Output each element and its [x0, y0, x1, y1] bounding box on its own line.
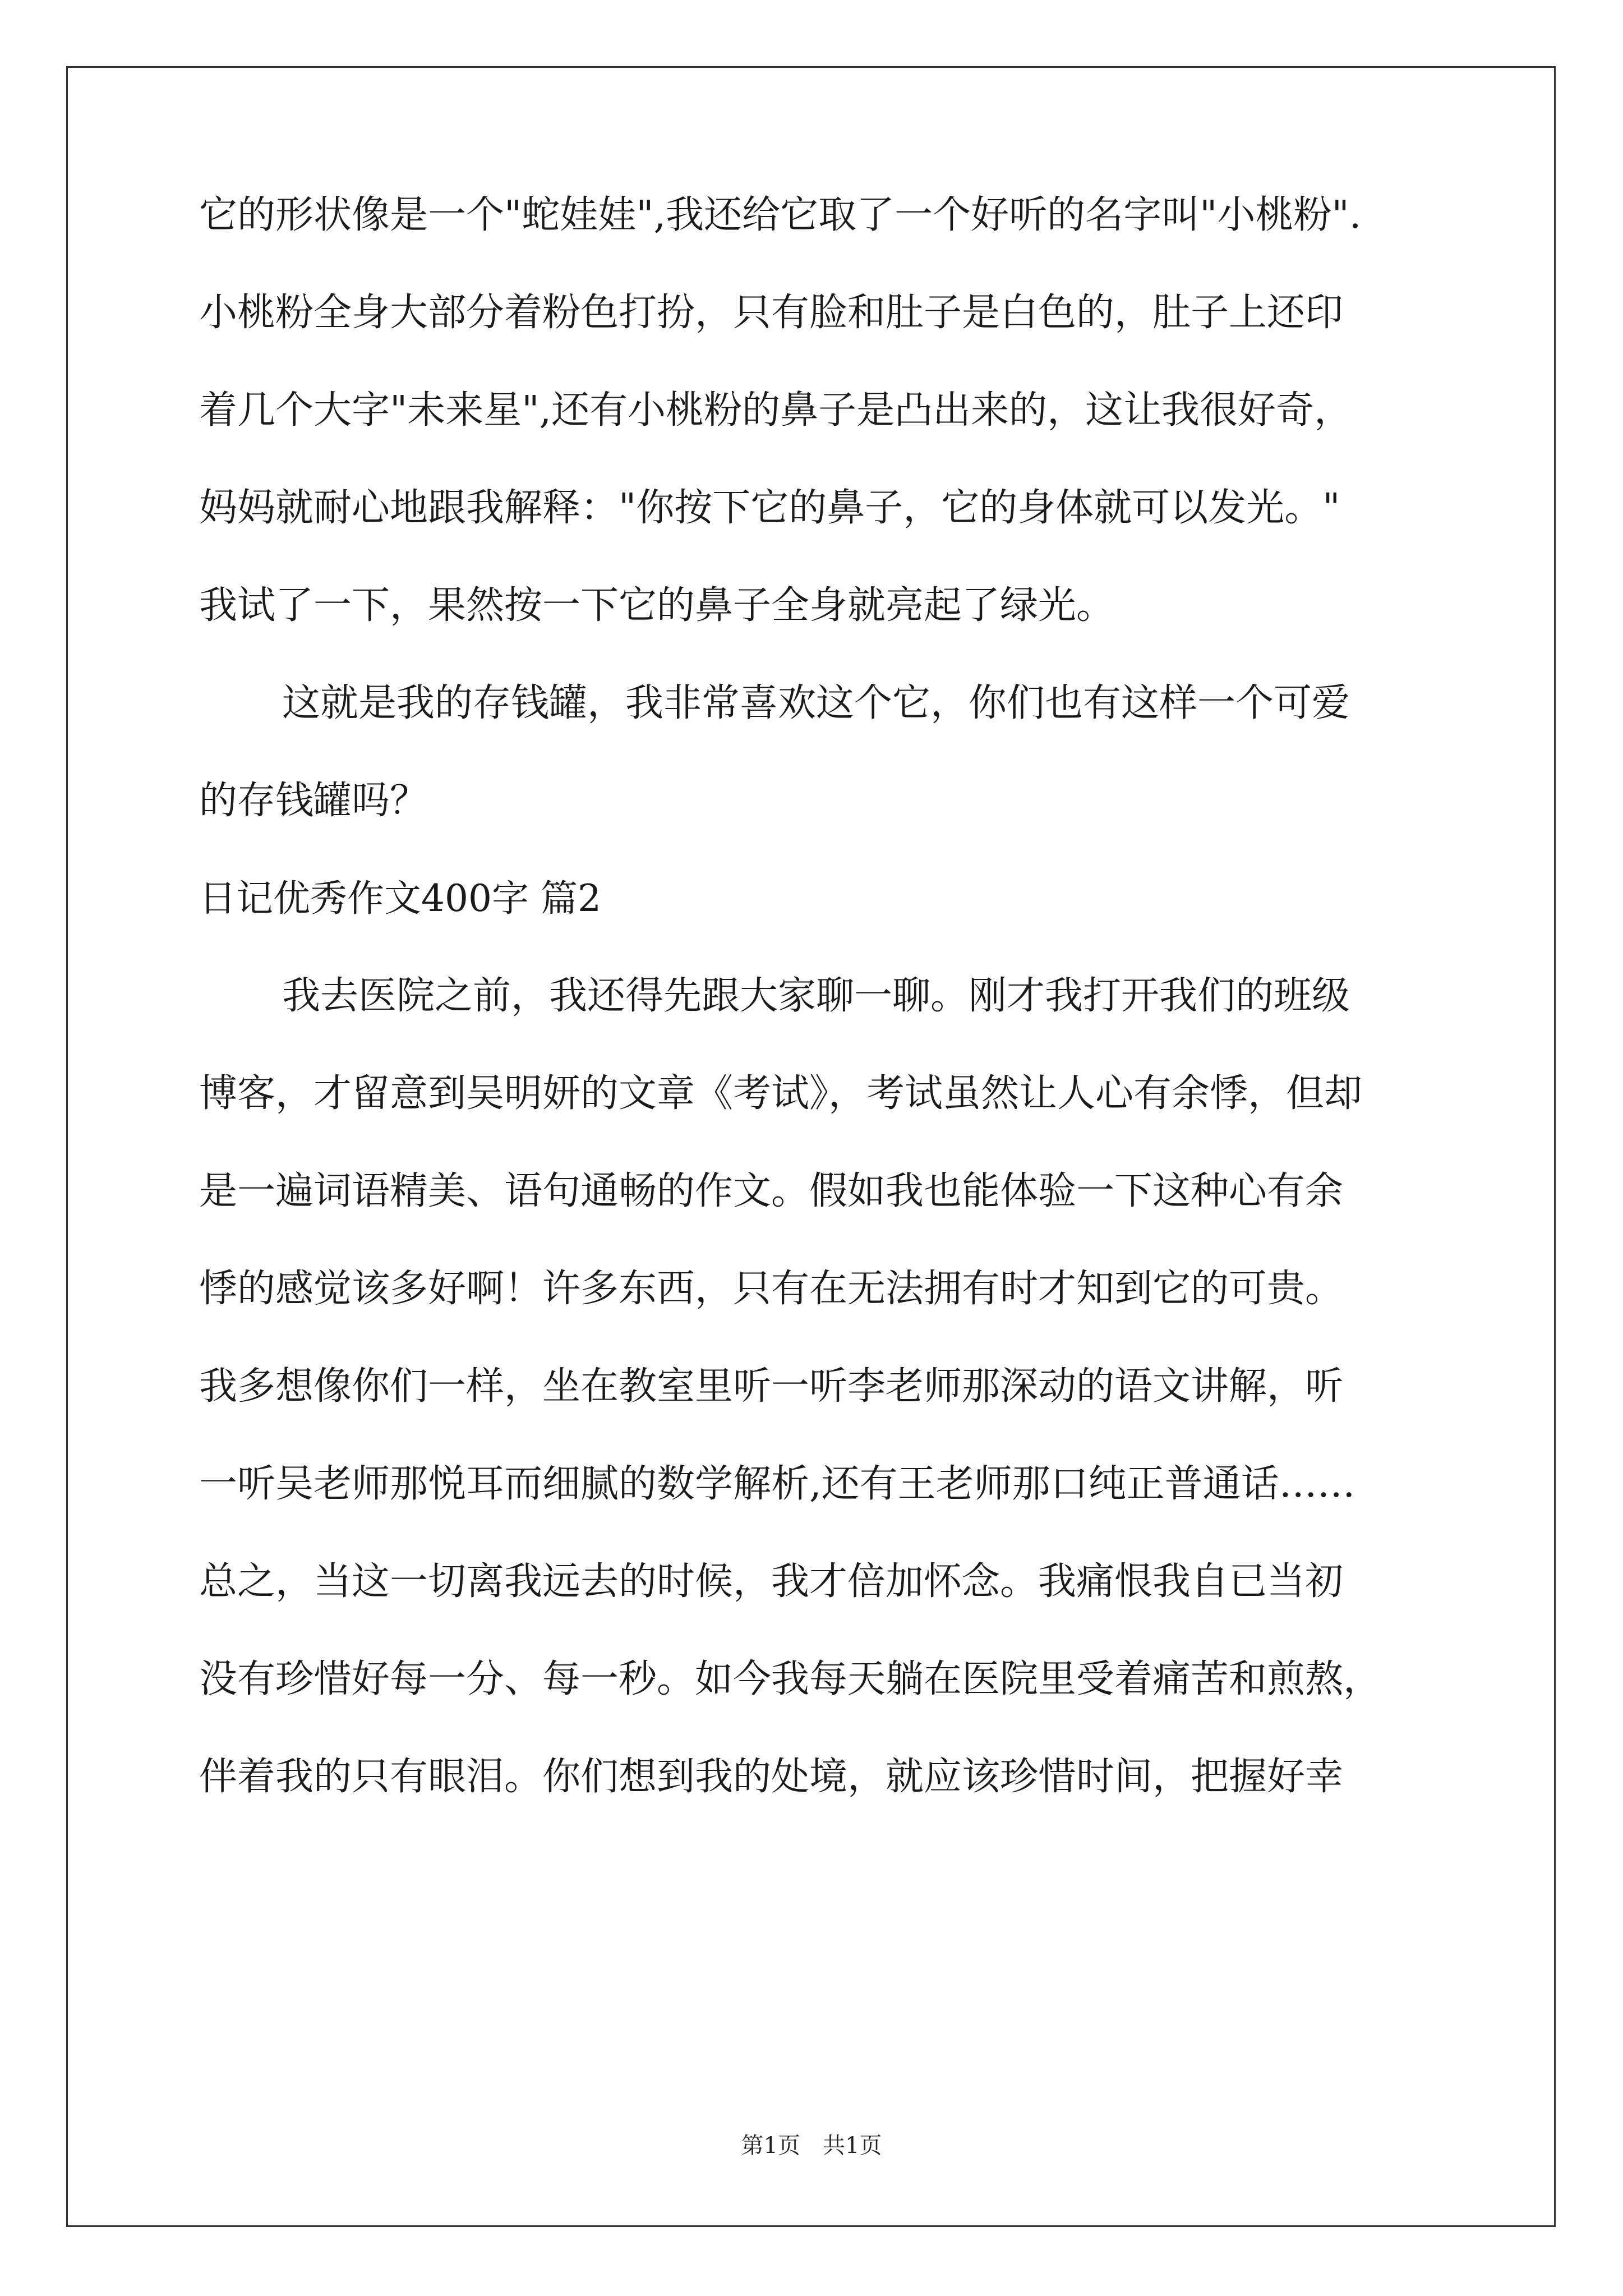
text-line: 着几个大字"未来星",还有小桃粉的鼻子是凸出来的，这让我很好奇， — [199, 388, 1353, 432]
text-line: 悸的感觉该多好啊！许多东西，只有在无法拥有时才知到它的可贵。 — [199, 1267, 1344, 1311]
text-line: 博客，才留意到吴明妍的文章《考试》，考试虽然让人心有余悸，但却 — [199, 1071, 1363, 1116]
page-footer: 第1页 共1页 — [741, 2133, 882, 2159]
text-line: 它的形状像是一个"蛇娃娃",我还给它取了一个好听的名字叫"小桃粉". — [199, 193, 1362, 237]
text-line: 妈妈就耐心地跟我解释："你按下它的鼻子，它的身体就可以发光。" — [199, 486, 1340, 530]
section-heading: 日记优秀作文400字 篇2 — [199, 877, 601, 920]
text-line: 总之，当这一切离我远去的时候，我才倍加怀念。我痛恨我自已当初 — [199, 1559, 1344, 1604]
text-line: 我多想像你们一样，坐在教室里听一听李老师那深动的语文讲解，听 — [199, 1364, 1344, 1409]
text-line: 小桃粉全身大部分着粉色打扮，只有脸和肚子是白色的，肚子上还印 — [199, 291, 1344, 335]
paragraph-first-line: 这就是我的存钱罐，我非常喜欢这个它，你们也有这样一个可爱 — [282, 681, 1350, 725]
paragraph-first-line: 我去医院之前，我还得先跟大家聊一聊。刚才我打开我们的班级 — [282, 974, 1350, 1018]
text-line: 伴着我的只有眼泪。你们想到我的处境，就应该珍惜时间，把握好幸 — [199, 1755, 1344, 1799]
text-line: 我试了一下，果然按一下它的鼻子全身就亮起了绿光。 — [199, 583, 1115, 628]
text-line: 的存钱罐吗？ — [199, 779, 428, 823]
text-line: 没有珍惜好每一分、每一秒。如今我每天躺在医院里受着痛苦和煎熬， — [199, 1657, 1382, 1701]
text-line: 一听吴老师那悦耳而细腻的数学解析,还有王老师那口纯正普通话…… — [199, 1462, 1355, 1506]
text-line: 是一遍词语精美、语句通畅的作文。假如我也能体验一下这种心有余 — [199, 1169, 1344, 1213]
